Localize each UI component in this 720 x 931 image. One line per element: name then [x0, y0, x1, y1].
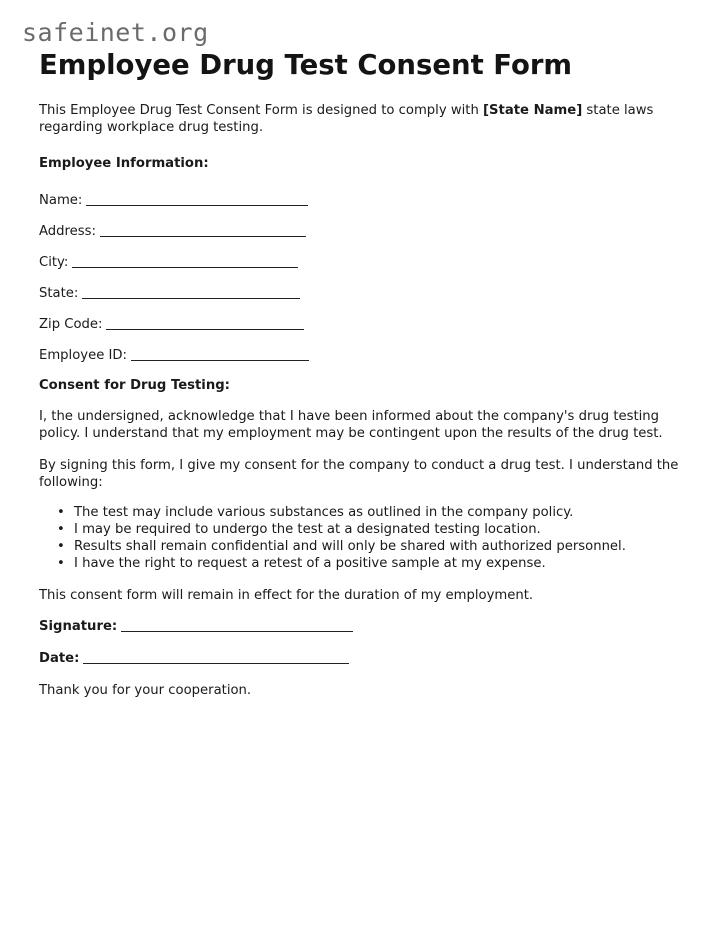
form-body — [39, 102, 679, 699]
signature-label: Signature: — [39, 619, 118, 634]
bullet-icon: • — [57, 522, 65, 537]
list-item — [57, 538, 679, 555]
employee-id-blank-line[interactable] — [131, 359, 309, 361]
consent-paragraph-1: I, the undersigned, acknowledge that I have been informed about the company's drug testing policy. I understand that my employment may be contingent upon the results of the drug test. — [39, 409, 663, 441]
bullet-icon: • — [57, 505, 65, 520]
intro-paragraph — [39, 102, 679, 136]
consent-heading: Consent for Drug Testing: — [39, 378, 230, 393]
employee-info-heading: Employee Information: — [39, 156, 209, 171]
bullet-text: I have the right to request a retest of a positive sample at my expense. — [74, 556, 546, 571]
closing-text: Thank you for your cooperation. — [39, 683, 252, 698]
date-field[interactable] — [39, 650, 679, 667]
bullet-icon: • — [57, 539, 65, 554]
bullet-text: I may be required to undergo the test at a designated testing location. — [74, 522, 541, 537]
address-blank-line[interactable] — [100, 235, 306, 237]
consent-paragraph-2: By signing this form, I give my consent for the company to conduct a drug test. I understand the following: — [39, 458, 679, 490]
signature-field[interactable] — [39, 618, 679, 635]
intro-text-end: state laws regarding workplace drug testing. — [39, 103, 654, 135]
zip-code-label: Zip Code: — [39, 317, 103, 332]
city-label: City: — [39, 255, 69, 270]
address-label: Address: — [39, 224, 96, 239]
list-item — [57, 521, 679, 538]
list-item — [57, 555, 679, 572]
city-blank-line[interactable] — [72, 266, 298, 268]
page-title: Employee Drug Test Consent Form — [39, 49, 573, 81]
list-item — [57, 504, 679, 521]
signature-blank-line[interactable] — [121, 630, 353, 632]
state-name-placeholder: [State Name] — [483, 103, 583, 118]
consent-paragraph-3: This consent form will remain in effect for the duration of my employment. — [39, 588, 534, 603]
zip-code-field[interactable] — [39, 302, 679, 333]
employee-id-label: Employee ID: — [39, 348, 127, 363]
zip-code-blank-line[interactable] — [106, 328, 304, 330]
bullet-text: Results shall remain confidential and will only be shared with authorized personnel. — [74, 539, 626, 554]
name-blank-line[interactable] — [86, 204, 308, 206]
state-field[interactable] — [39, 271, 679, 302]
city-field[interactable] — [39, 240, 679, 271]
bullet-icon: • — [57, 556, 65, 571]
address-field[interactable] — [39, 209, 679, 240]
watermark-text: safeinet.org — [22, 18, 209, 47]
name-field[interactable] — [39, 178, 679, 209]
name-label: Name: — [39, 193, 83, 208]
state-blank-line[interactable] — [82, 297, 300, 299]
intro-text-start: This Employee Drug Test Consent Form is designed to comply with — [39, 103, 483, 118]
consent-bullet-list — [39, 504, 679, 572]
employee-fields — [39, 178, 679, 364]
state-label: State: — [39, 286, 79, 301]
date-label: Date: — [39, 651, 80, 666]
date-blank-line[interactable] — [83, 662, 349, 664]
employee-id-field[interactable] — [39, 333, 679, 364]
bullet-text: The test may include various substances as outlined in the company policy. — [74, 505, 574, 520]
